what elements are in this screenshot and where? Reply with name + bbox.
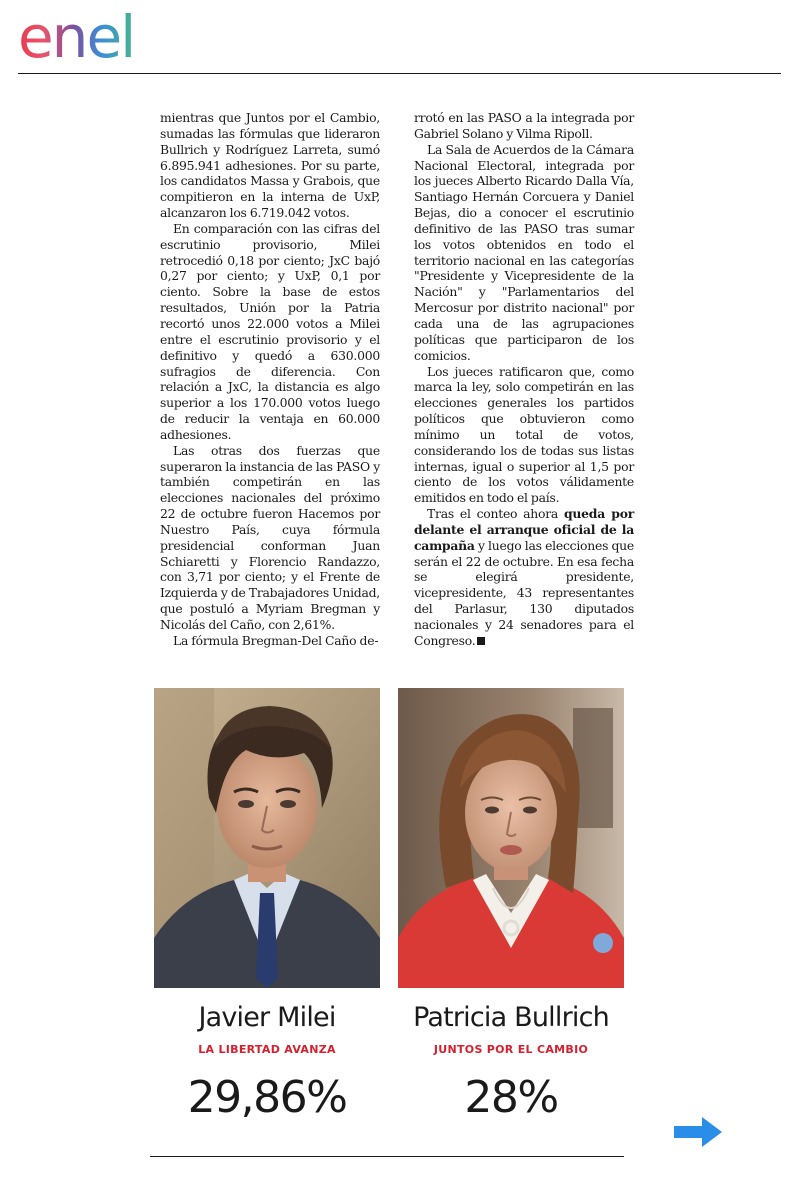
paragraph: Los jueces ratificaron que, como marca la ley, solo competirán en las elecciones generales los partidos políticos que obtuvieron como mínimo un total de votos, considerando los de todas sus listas internas, igual o superior al 1,5 por ciento de los votos válidamente emitidos en todo el país. (414, 363, 634, 506)
candidate-percent: 29,86% (187, 1072, 347, 1123)
candidate-name: Patricia Bullrich (413, 1002, 609, 1033)
paragraph-rest: y luego las elecciones que serán el 22 de octubre. En esa fecha se elegirá presidente, vicepresidente, 43 representantes del Parlasur, 130 diputados nacionales y 24 senadores para el Congreso. (414, 537, 634, 648)
paragraph-bold: queda por delante el arranque oficial de la campaña (414, 506, 634, 553)
enel-logo (18, 3, 198, 71)
logo-text: enel (18, 3, 135, 71)
candidate-percent: 28% (464, 1072, 558, 1123)
end-square-icon (477, 637, 485, 645)
paragraph: rrotó en las PASO a la integrada por Gabriel Solano y Vilma Ripoll. (414, 110, 634, 141)
candidate-party: LA LIBERTAD AVANZA (198, 1043, 336, 1056)
candidate-party: JUNTOS POR EL CAMBIO (433, 1043, 589, 1056)
paragraph-final (414, 506, 634, 649)
article-body (160, 110, 634, 670)
paragraph: La fórmula Bregman-Del Caño de- (173, 632, 379, 648)
article-column-2 (414, 110, 634, 670)
candidate-name: Javier Milei (198, 1002, 336, 1033)
paragraph: mientras que Juntos por el Cambio, sumadas las fórmulas que lideraron Bullrich y Rodríguez Larreta, sumó 6.895.941 adhesiones. Por su parte, los candidatos Massa y Grabois, que compitieron en la interna de UxP, alcanzaron los 6.719.042 votos. (160, 110, 380, 221)
article-column-1 (160, 110, 380, 670)
photo-patricia-bullrich (398, 688, 624, 988)
photo-javier-milei (154, 688, 380, 988)
paragraph: Las otras dos fuerzas que superaron la instancia de las PASO y también competirán en las elecciones nacionales del próximo 22 de octubre fueron Hacemos por Nuestro País, cuya fórmula presidencial conforman Juan Schiaretti y Florencio Randazzo, con 3,71 por ciento; y el Frente de Izquierda y de Trabajadores Unidad, que postuló a Myriam Bregman y Nicolás del Caño, con 2,61%. (160, 442, 380, 632)
paragraph: En comparación con las cifras del escrutinio provisorio, Milei retrocedió 0,18 por ciento; JxC bajó 0,27 por ciento; y UxP, 0,1 por ciento. Sobre la base de estos resultados, Unión por la Patria recortó unos 22.000 votos a Milei entre el escrutinio provisorio y el definitivo y quedó a 630.000 sufragios de diferencia. Con relación a JxC, la distancia es algo superior a los 170.000 votos luego de reducir la ventaja en 60.000 adhesiones. (160, 220, 380, 442)
header-divider (18, 73, 781, 74)
footer-divider (150, 1156, 624, 1157)
arrow-right-icon (672, 1114, 724, 1150)
paragraph: La Sala de Acuerdos de la Cámara Nacional Electoral, integrada por los jueces Alberto Ricardo Dalla Vía, Santiago Hernán Corcuera y Daniel Bejas, dio a conocer el escrutinio definitivo de las PASO tras sumar los votos obtenidos en todo el territorio nacional en las categorías "Presidente y Vicepresidente de la Nación" y "Parlamentarios del Mercosur por distrito nacional" por cada una de las agrupaciones políticas que participaron de los comicios. (414, 141, 634, 363)
next-page-button[interactable] (672, 1114, 724, 1150)
paragraph-lead: Tras el conteo ahora (427, 506, 564, 522)
